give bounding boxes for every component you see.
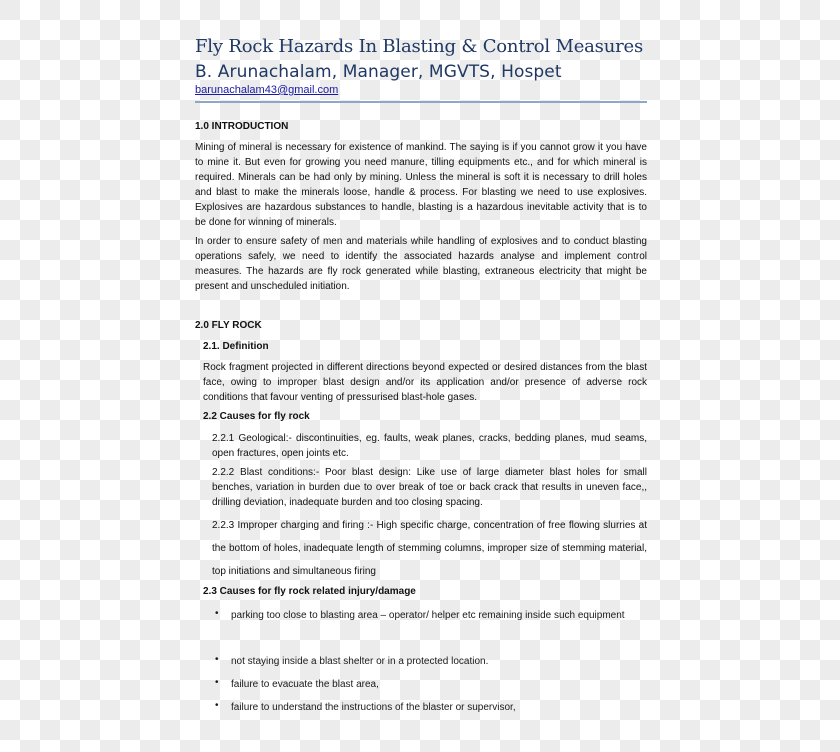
section-heading-fly-rock: 2.0 FLY ROCK (195, 320, 262, 331)
header-divider (195, 101, 647, 103)
subsection-heading-causes: 2.2 Causes for fly rock (203, 411, 310, 422)
list-item: • not staying inside a blast shelter or in a protected location. (215, 654, 489, 667)
bullet-icon: • (215, 700, 219, 711)
subsection-heading-injury-causes: 2.3 Causes for fly rock related injury/damage (203, 586, 416, 597)
author-line: B. Arunachalam, Manager, MGVTS, Hospet (195, 62, 562, 82)
list-item: • parking too close to blasting area – operator/ helper etc remaining inside such equipment (215, 608, 625, 621)
author-email-link[interactable]: barunachalam43@gmail.com (195, 84, 339, 96)
subsection-heading-definition: 2.1. Definition (203, 341, 269, 352)
document-title: Fly Rock Hazards In Blasting & Control Measures (195, 36, 644, 57)
definition-paragraph: Rock fragment projected in different directions beyond expected or desired distances from the blast face, owing to improper blast design and/or its application and/or presence of adverse rock conditions that favour venting of pressurised blast-hole gases. (203, 362, 647, 403)
cause-improper-charging: 2.2.3 Improper charging and firing :- High specific charge, concentration of free flowing slurries at the bottom of holes, inadequate length of stemming columns, improper size of stemming material, top initiations and simultaneous firing (212, 520, 647, 577)
bullet-icon: • (215, 654, 219, 665)
list-item: • failure to understand the instructions of the blaster or supervisor, (215, 700, 516, 713)
bullet-icon: • (215, 608, 219, 619)
cause-blast-conditions: 2.2.2 Blast conditions:- Poor blast design: Like use of large diameter blast holes for small benches, variation in burden due to over break of toe or back crack that results in uneven face,, drilling deviation, inadequate burden and too closing spacing. (212, 467, 647, 508)
intro-paragraph-1: Mining of mineral is necessary for existence of mankind. The saying is if you cannot grow it you have to mine it. But even for growing you need manure, tilling equipments etc., and for which mineral is required. Minerals can be had only by mining. Unless the mineral is soft it is necessary to drill holes and blast to make the minerals loose, handle & process. For blasting we need to use explosives. Explosives are hazardous substances to handle, blasting is a hazardous inevitable activity that is to be done for winning of minerals. (195, 142, 647, 228)
bullet-icon: • (215, 677, 219, 688)
intro-paragraph-2: In order to ensure safety of men and materials while handling of explosives and to conduct blasting operations safely, we need to identify the associated hazards analyse and implement control measures. The hazards are fly rock generated while blasting, extraneous electricity that might be present and unscheduled initiation. (195, 236, 647, 292)
section-heading-introduction: 1.0 INTRODUCTION (195, 121, 289, 132)
list-item: • failure to evacuate the blast area, (215, 677, 379, 690)
cause-geological: 2.2.1 Geological:- discontinuities, eg. faults, weak planes, cracks, bedding planes, mud seams, open fractures, open joints etc. (212, 433, 647, 459)
